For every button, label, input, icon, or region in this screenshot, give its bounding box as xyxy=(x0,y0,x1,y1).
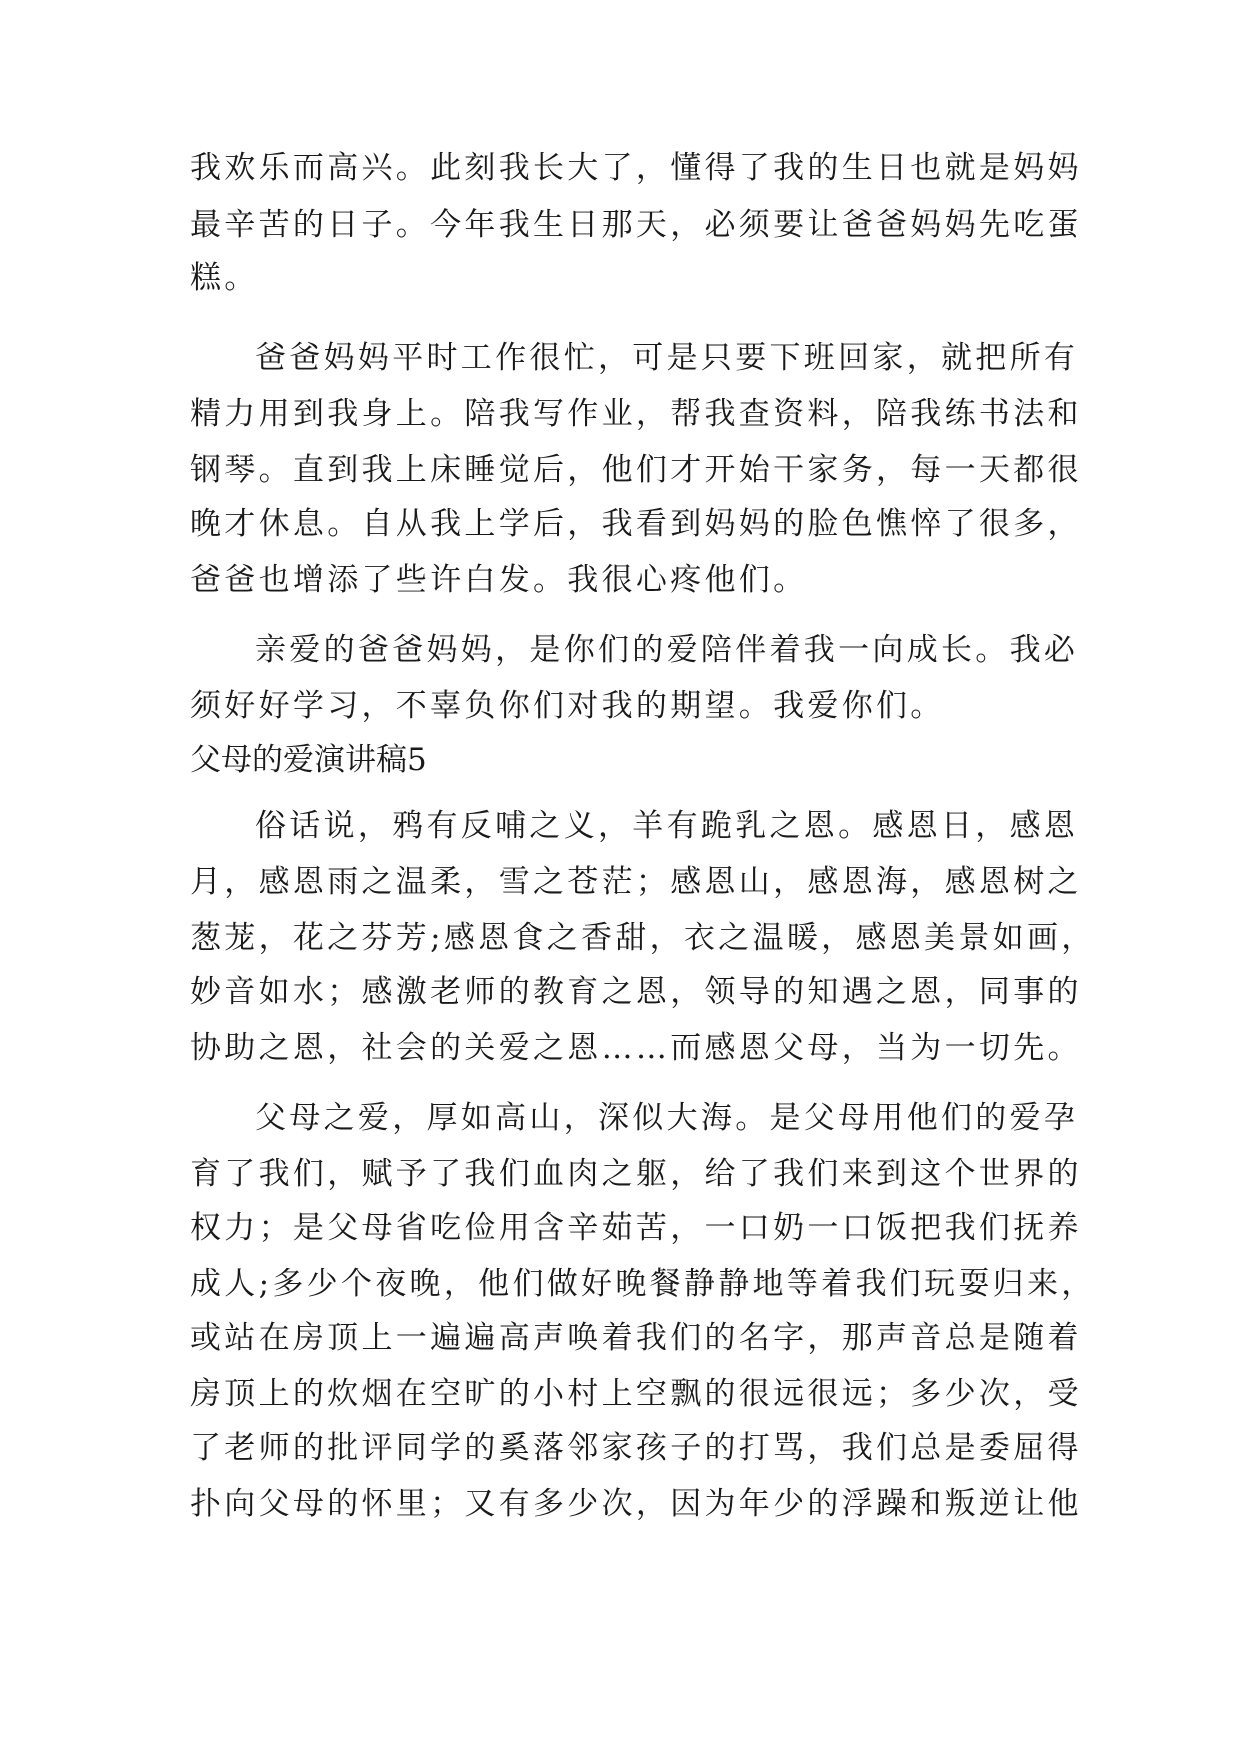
paragraph-line: 爸爸妈妈平时工作很忙，可是只要下班回家，就把所有 xyxy=(255,340,1079,376)
paragraph-line: 晚才休息。自从我上学后，我看到妈妈的脸色憔悴了很多， xyxy=(190,506,1082,542)
paragraph-line: 育了我们，赋予了我们血肉之躯，给了我们来到这个世界的 xyxy=(190,1156,1082,1192)
paragraph-line: 爸爸也增添了些许白发。我很心疼他们。 xyxy=(190,562,808,598)
paragraph-line: 妙音如水；感激老师的教育之恩，领导的知遇之恩，同事的 xyxy=(190,974,1082,1010)
paragraph-line: 精力用到我身上。陪我写作业，帮我查资料，陪我练书法和 xyxy=(190,396,1082,432)
paragraph-line: 权力；是父母省吃俭用含辛茹苦，一口奶一口饭把我们抚养 xyxy=(190,1210,1082,1246)
paragraph-line: 扑向父母的怀里；又有多少次，因为年少的浮躁和叛逆让他 xyxy=(190,1486,1082,1522)
paragraph-line: 钢琴。直到我上床睡觉后，他们才开始干家务，每一天都很 xyxy=(190,452,1082,488)
paragraph-line: 月，感恩雨之温柔，雪之苍茫；感恩山，感恩海，感恩树之 xyxy=(190,864,1082,900)
paragraph-line: 房顶上的炊烟在空旷的小村上空飘的很远很远；多少次，受 xyxy=(190,1376,1082,1412)
paragraph-line: 俗话说，鸦有反哺之义，羊有跪乳之恩。感恩日，感恩 xyxy=(255,808,1079,844)
paragraph-line: 我欢乐而高兴。此刻我长大了，懂得了我的生日也就是妈妈 xyxy=(190,150,1082,186)
paragraph-line: 或站在房顶上一遍遍高声唤着我们的名字，那声音总是随着 xyxy=(190,1320,1082,1356)
paragraph-line: 最辛苦的日子。今年我生日那天，必须要让爸爸妈妈先吃蛋 xyxy=(190,207,1082,243)
paragraph-line: 了老师的批评同学的奚落邻家孩子的打骂，我们总是委屈得 xyxy=(190,1430,1082,1466)
paragraph-line: 须好好学习，不辜负你们对我的期望。我爱你们。 xyxy=(190,688,945,724)
paragraph-line: 亲爱的爸爸妈妈，是你们的爱陪伴着我一向成长。我必 xyxy=(255,632,1079,668)
paragraph-line: 父母之爱，厚如高山，深似大海。是父母用他们的爱孕 xyxy=(255,1100,1079,1136)
paragraph-line: 葱茏，花之芬芳;感恩食之香甜，衣之温暖，感恩美景如画， xyxy=(190,920,1096,956)
paragraph-line: 糕。 xyxy=(190,260,259,296)
section-heading: 父母的爱演讲稿5 xyxy=(190,742,427,778)
paragraph-line: 协助之恩，社会的关爱之恩……而感恩父母，当为一切先。 xyxy=(190,1030,1082,1066)
paragraph-line: 成人;多少个夜晚，他们做好晚餐静静地等着我们玩耍归来， xyxy=(190,1266,1096,1302)
